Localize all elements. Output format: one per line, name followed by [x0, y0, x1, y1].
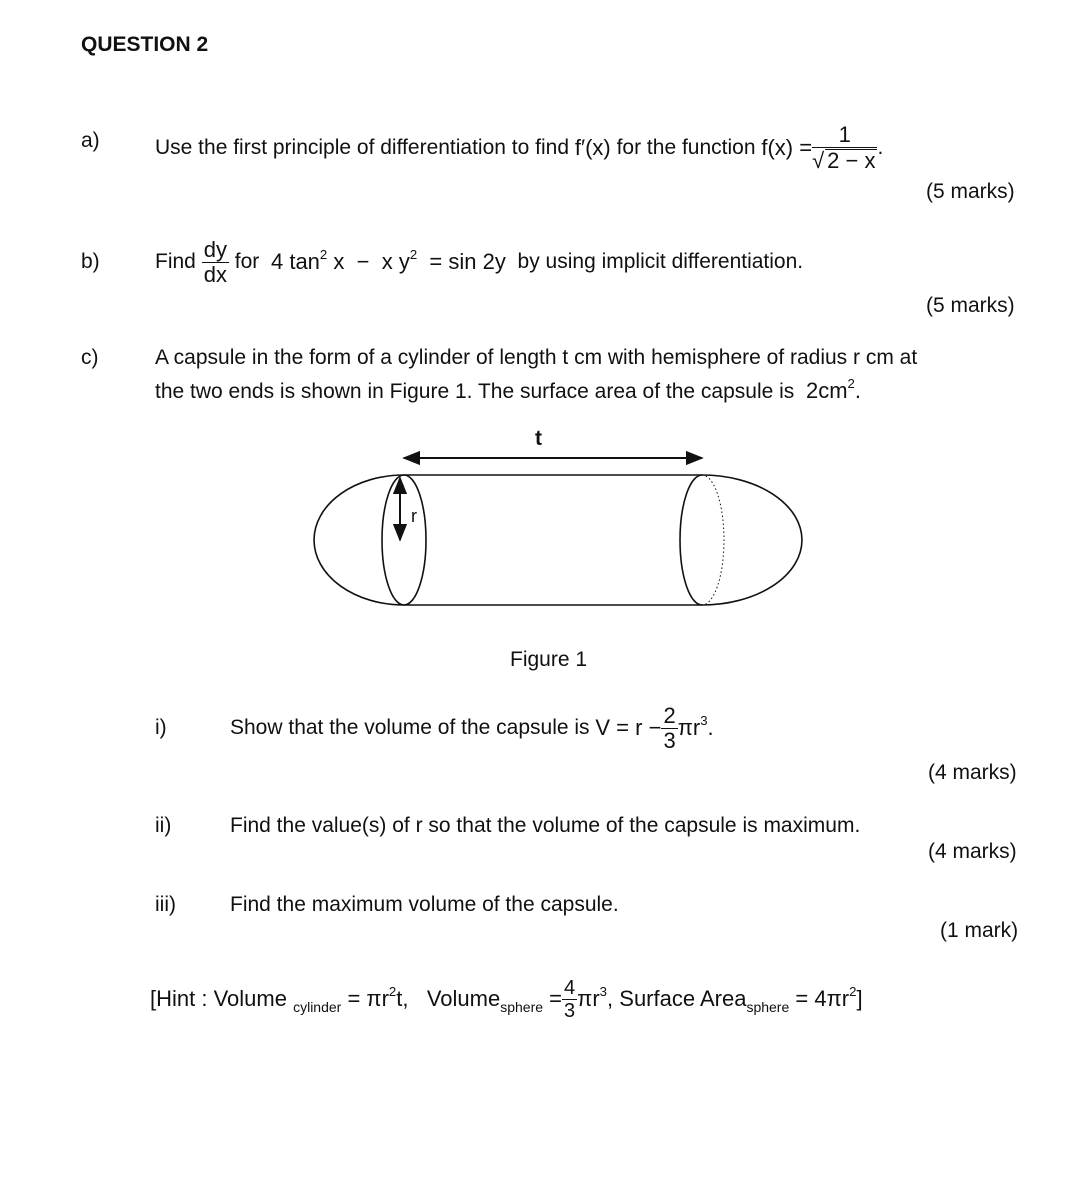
part-b-marks: (5 marks) — [926, 294, 1015, 317]
part-a-frac-num: 1 — [812, 124, 877, 148]
right-hidden-edge — [702, 475, 724, 605]
hint-pi-r: $\pi r^3$, — [577, 984, 614, 1011]
sqrt-symbol: √ — [812, 148, 825, 173]
hint-eq: = — [549, 986, 563, 1011]
part-c-line1: A capsule in the form of a cylinder of length t cm with hemisphere of radius r cm at — [155, 346, 918, 369]
capsule-figure — [300, 420, 810, 620]
part-a-end: . — [877, 136, 884, 159]
question-title: QUESTION 2 — [81, 33, 209, 56]
part-a-mid: for the function — [616, 136, 756, 159]
sub-i-tail: $\pi r^3$. — [677, 713, 714, 740]
hint-cylinder-eq: = $\pi r^2t$, — [347, 984, 409, 1011]
label-r: r — [411, 506, 417, 526]
sub-i-den: 3 — [663, 727, 676, 753]
part-a-marks: (5 marks) — [926, 180, 1015, 203]
figure-caption: Figure 1 — [510, 648, 588, 671]
hint-close: ] — [856, 986, 863, 1011]
sub-i-label: i) — [155, 716, 167, 739]
part-b-dy: dy — [203, 236, 227, 262]
sub-ii-marks: (4 marks) — [928, 840, 1017, 863]
sub-i-pi-r: πr — [677, 715, 701, 740]
label-t: t — [535, 427, 542, 450]
hint-volume-sphere: Volume — [426, 986, 501, 1011]
part-b-eq-x: x — [327, 249, 345, 274]
sub-i-end: . — [707, 715, 714, 740]
part-b-find: Find — [155, 250, 196, 273]
part-a-fx: f(x) = — [761, 135, 813, 160]
part-a-frac-den: 2 − x — [827, 148, 876, 173]
part-c-line2 — [155, 378, 861, 404]
part-c-area: $2cm^2$. — [805, 376, 862, 403]
hint-open: [Hint : Volume — [150, 986, 287, 1011]
part-c-line2-text: the two ends is shown in Figure 1. The surface area of the capsule is — [155, 380, 795, 403]
hint — [150, 968, 863, 1030]
sub-i-question — [230, 698, 714, 758]
part-a-question — [155, 118, 883, 178]
part-b-xy: x y — [381, 249, 410, 274]
sub-iii-text: Find the maximum volume of the capsule. — [230, 893, 619, 916]
capsule-outline — [314, 475, 802, 605]
sub-ii-text: Find the value(s) of r so that the volume of the capsule is maximum. — [230, 814, 861, 837]
right-cross-section — [680, 475, 702, 605]
sub-i-fraction — [661, 702, 677, 753]
hint-sphere-sub: sphere — [500, 999, 544, 1015]
part-c-area-end: . — [854, 378, 862, 403]
hint-sa-sub: sphere — [746, 999, 790, 1015]
hint-sa-eq-text: = 4πr — [795, 986, 850, 1011]
part-c-label: c) — [81, 346, 99, 369]
part-a-label: a) — [81, 129, 100, 152]
sub-i-marks: (4 marks) — [928, 761, 1017, 784]
hint-cyl-tail: t, — [396, 986, 409, 1011]
hint-cyl-eq-text: = πr — [347, 986, 389, 1011]
hint-fraction — [562, 978, 577, 1021]
sub-ii-label: ii) — [155, 814, 172, 837]
part-b-label: b) — [81, 250, 100, 273]
hint-den: 3 — [564, 999, 576, 1022]
sub-i-num: 2 — [663, 702, 676, 728]
part-a-fraction — [812, 124, 877, 172]
part-a-derivative: f′(x) — [574, 135, 611, 160]
part-b-question — [155, 232, 803, 292]
part-b-equation: 4 $\tan^2 x - x$ $y^2 = \sin 2y$ — [270, 247, 506, 274]
part-b-eq-left: 4 tan — [270, 249, 320, 274]
part-b-dx: dx — [203, 261, 227, 287]
hint-pi-r-text: πr — [577, 986, 600, 1011]
sub-i-v-eq: V = r − — [595, 715, 662, 740]
part-b-tail: by using implicit differentiation. — [517, 250, 804, 273]
hint-cylinder-sub: cylinder — [293, 999, 342, 1015]
sub-i-text: Show that the volume of the capsule is — [230, 716, 590, 739]
part-a-text: Use the first principle of differentiation to find — [155, 136, 570, 159]
part-b-minus: − — [356, 249, 370, 274]
left-cross-section — [382, 475, 426, 605]
part-b-for: for — [234, 250, 260, 273]
hint-sa-eq: = $4\pi r^2$ — [795, 984, 857, 1011]
hint-num: 4 — [564, 976, 576, 999]
sub-iii-marks: (1 mark) — [940, 919, 1019, 942]
hint-surface-area: Surface Area — [619, 986, 747, 1011]
part-c-area-value: 2cm — [805, 378, 848, 403]
part-b-eq-right: = sin 2y — [429, 249, 506, 274]
hint-comma: , — [607, 986, 614, 1011]
capsule-diagram — [300, 420, 810, 620]
part-b-dydx — [202, 236, 229, 287]
left-hidden-edge — [404, 475, 426, 605]
sub-iii-label: iii) — [155, 893, 176, 916]
